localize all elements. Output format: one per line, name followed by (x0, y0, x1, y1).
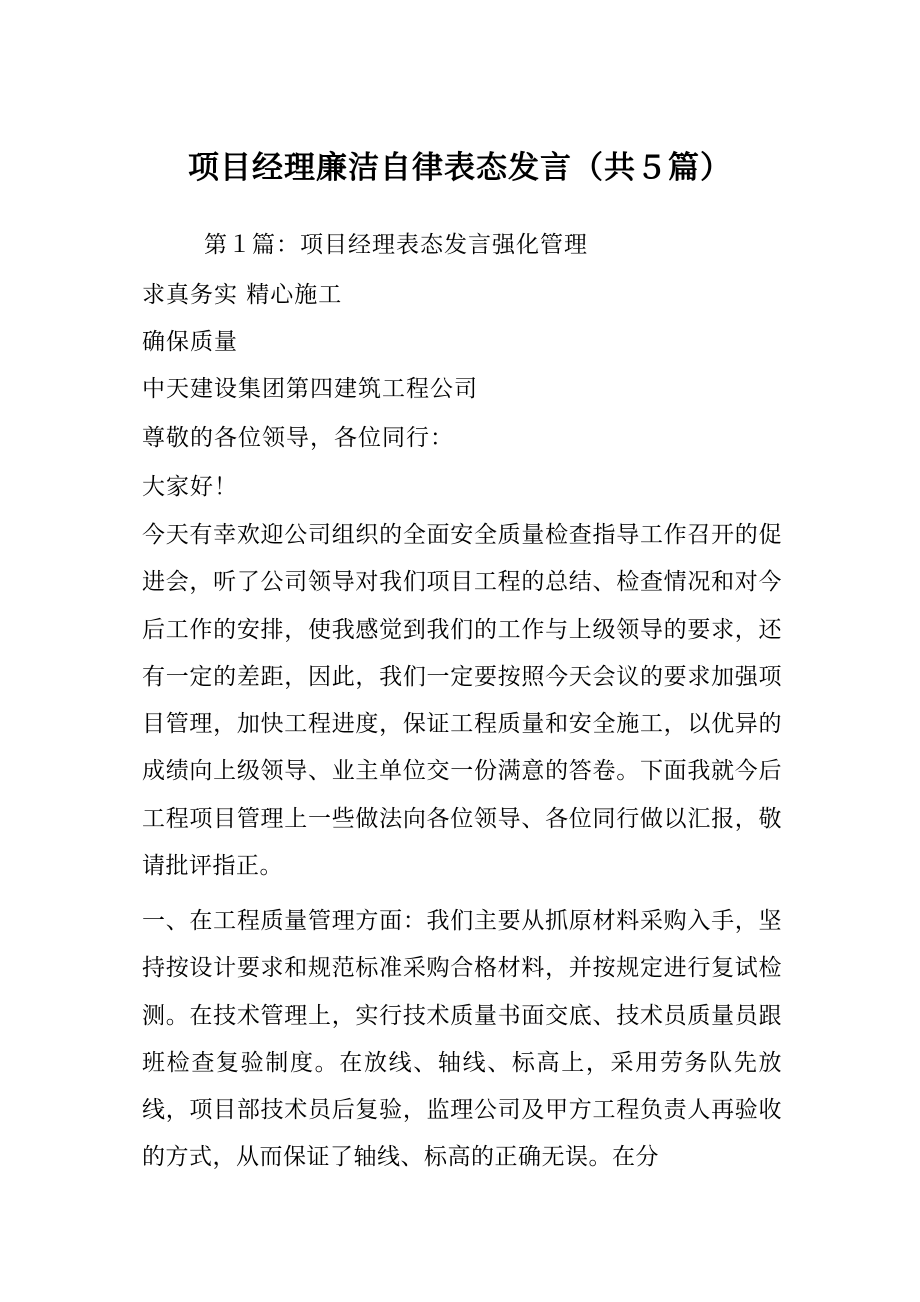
text-line: 中天建设集团第四建筑工程公司 (142, 376, 478, 402)
document-subtitle: 第１篇：项目经理表态发言强化管理 (204, 232, 588, 258)
body-paragraph: 今天有幸欢迎公司组织的全面安全质量检查指导工作召开的促进会，听了公司领导对我们项目工程的总结、检查情况和对今后工作的安排，使我感觉到我们的工作与上级领导的要求，还有一定的差距，因此，我们一定要按照今天会议的要求加强项目管理，加快工程进度，保证工程质量和安全施工，以优异的成绩向上级领导、业主单位交一份满意的答卷。下面我就今后工程项目管理上一些做法向各位领导、各位同行做以汇报，敬请批评指正。 (142, 522, 782, 880)
text-line: 确保质量 (142, 329, 238, 355)
text-line: 求真务实 精心施工 (142, 282, 343, 308)
greeting: 大家好！ (142, 474, 238, 500)
salutation: 尊敬的各位领导，各位同行： (142, 425, 454, 451)
document-title: 项目经理廉洁自律表态发言（共５篇） (188, 150, 732, 186)
body-paragraph: 一、在工程质量管理方面：我们主要从抓原材料采购入手，坚持按设计要求和规范标准采购合格材料，并按规定进行复试检测。在技术管理上，实行技术质量书面交底、技术员质量员跟班检查复验制度。在放线、轴线、标高上，采用劳务队先放线，项目部技术员后复验，监理公司及甲方工程负责人再验收的方式，从而保证了轴线、标高的正确无误。在分 (142, 908, 782, 1171)
